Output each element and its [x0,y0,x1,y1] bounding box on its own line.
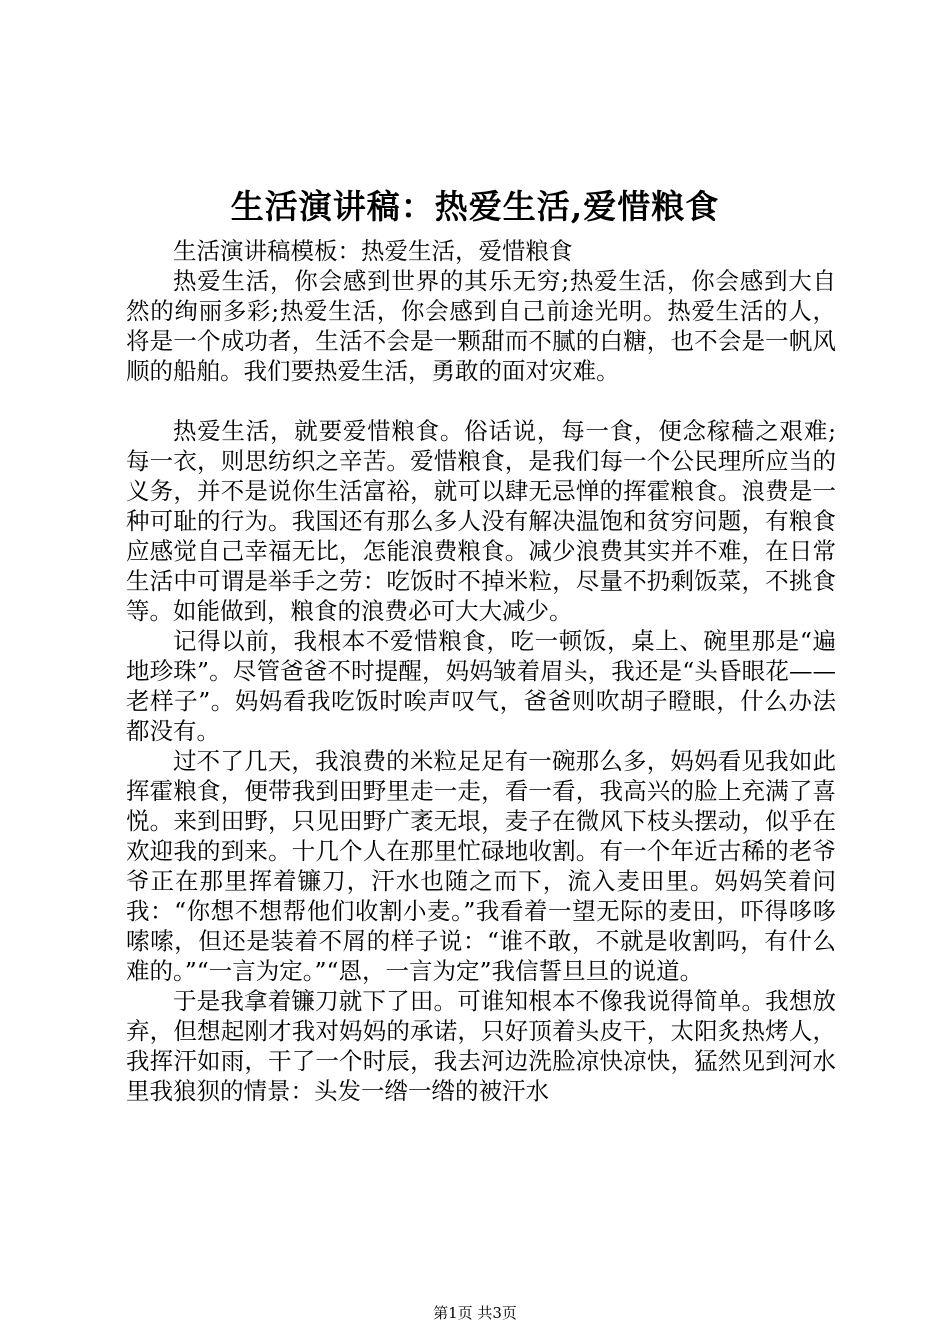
document-body [126,236,836,1106]
paragraph-cherish-food: 热爱生活，就要爱惜粮食。俗话说，每一食，便念稼穑之艰难;每一衣，则思纺织之辛苦。爱惜粮食，是我们每一个公民理所应当的义务，并不是说你生活富裕，就可以肆无忌惮的挥霍粮食。浪费是一种可耻的行为。我国还有那么多人没有解决温饱和贫穷问题，有粮食应感觉自己幸福无比，怎能浪费粮食。减少浪费其实并不难，在日常生活中可谓是举手之劳：吃饭时不掉米粒，尽量不扔剩饭菜，不挑食等。如能做到，粮食的浪费必可大大减少。 [126,417,836,625]
document-title: 生活演讲稿：热爱生活,爱惜粮食 [230,187,720,226]
paragraph-memory: 记得以前，我根本不爱惜粮食，吃一顿饭，桌上、碗里那是“遍地珍珠”。尽管爸爸不时提醒，妈妈皱着眉头，我还是“头昏眼花——老样子”。妈妈看我吃饭时唉声叹气，爸爸则吹胡子瞪眼，什么办法都没有。 [126,627,836,745]
paragraph-subtitle: 生活演讲稿模板：热爱生活，爱惜粮食 [173,237,573,265]
paragraph-field-visit: 过不了几天，我浪费的米粒足足有一碗那么多，妈妈看见我如此挥霍粮食，便带我到田野里走一走，看一看，我高兴的脸上充满了喜悦。来到田野，只见田野广袤无垠，麦子在微风下枝头摆动，似乎在欢迎我的到来。十几个人在那里忙碌地收割。有一个年近古稀的老爷爷正在那里挥着镰刀，汗水也随之而下，流入麦田里。妈妈笑着问我：“你想不想帮他们收割小麦。”我看着一望无际的麦田，吓得哆哆嗦嗦，但还是装着不屑的样子说：“谁不敢，不就是收割吗，有什么难的。”“一言为定。”“恩，一言为定”我信誓旦旦的说道。 [126,747,836,985]
paragraph-harvest: 于是我拿着镰刀就下了田。可谁知根本不像我说得简单。我想放弃，但想起刚才我对妈妈的承诺，只好顶着头皮干，太阳炙热烤人，我挥汗如雨，干了一个时辰，我去河边洗脸凉快凉快，猛然见到河水里我狼狈的情景：头发一绺一绺的被汗水 [126,987,836,1105]
page-footer: 第1页 共3页 [433,1304,517,1322]
paragraph-intro: 热爱生活，你会感到世界的其乐无穷;热爱生活，你会感到大自然的绚丽多彩;热爱生活，你会感到自己前途光明。热爱生活的人，将是一个成功者，生活不会是一颗甜而不腻的白糖，也不会是一帆风顺的船舶。我们要热爱生活，勇敢的面对灾难。 [126,267,836,385]
